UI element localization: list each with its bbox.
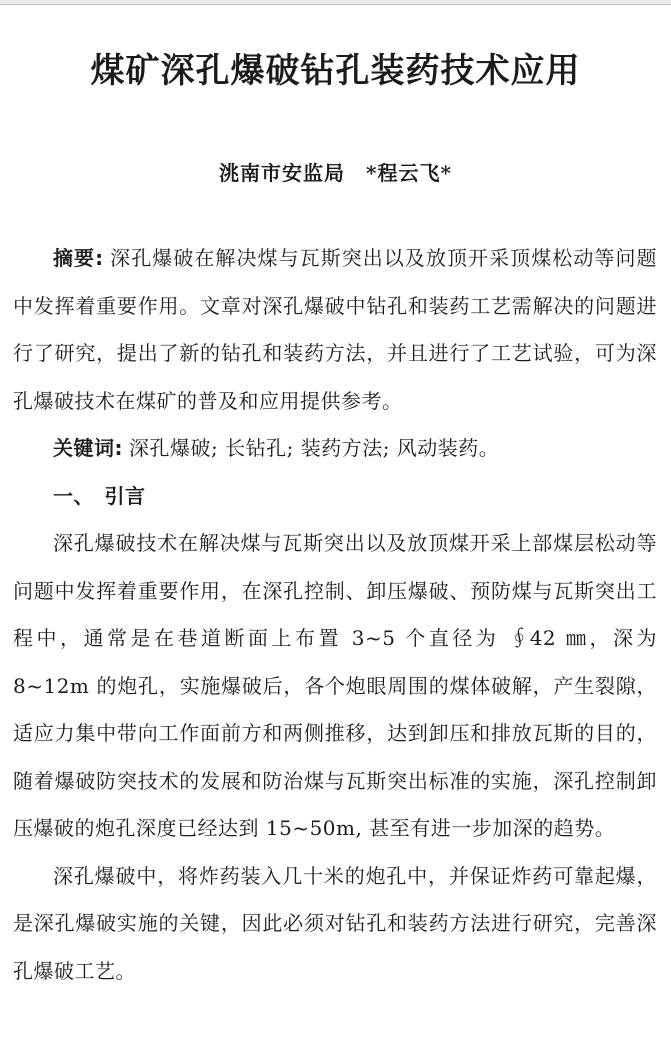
keywords-paragraph (13, 425, 657, 473)
body-paragraph: 深孔爆破中，将炸药装入几十米的炮孔中，并保证炸药可靠起爆，是深孔爆破实施的关键，因此必须对钻孔和装药方法进行研究，完善深孔爆破工艺。 (13, 863, 657, 983)
document-page (0, 48, 671, 995)
abstract-paragraph (13, 235, 657, 425)
keywords-label: 关键词: (53, 436, 123, 460)
keywords-text: 深孔爆破; 长钻孔; 装药方法; 风动装药。 (129, 436, 500, 460)
abstract-text: 深孔爆破在解决煤与瓦斯突出以及放顶开采顶煤松动等问题中发挥着重要作用。文章对深孔爆破中钻孔和装药工艺需解决的问题进行了研究，提出了新的钻孔和装药方法，并且进行了工艺试验，可为深孔爆破技术在煤矿的普及和应用提供参考。 (13, 246, 658, 413)
document-title: 煤矿深孔爆破钻孔装药技术应用 (90, 51, 581, 91)
window-top-bar (0, 0, 671, 5)
section-heading-introduction: 一、 引言 (53, 483, 146, 508)
body-paragraph: 深孔爆破技术在解决煤与瓦斯突出以及放顶煤开采上部煤层松动等问题中发挥着重要作用，在深孔控制、卸压爆破、预防煤与瓦斯突出工程中，通常是在巷道断面上布置 3~5 个直径为 ∮42 ㎜，深为 8~12m 的炮孔，实施爆破后，各个炮眼周围的煤体破解，产生裂隙，适应力集中带向工作面前方和两侧推移，达到卸压和排放瓦斯的目的，随着爆破防突技术的发展和防治煤与瓦斯突出标准的实施，深孔控制卸压爆破的炮孔深度已经达到 15~50m, 甚至有进一步加深的趋势。 (13, 531, 657, 840)
document-body (0, 235, 671, 995)
author-byline: 洮南市安监局 *程云飞* (219, 161, 452, 185)
abstract-label: 摘要: (53, 246, 104, 270)
